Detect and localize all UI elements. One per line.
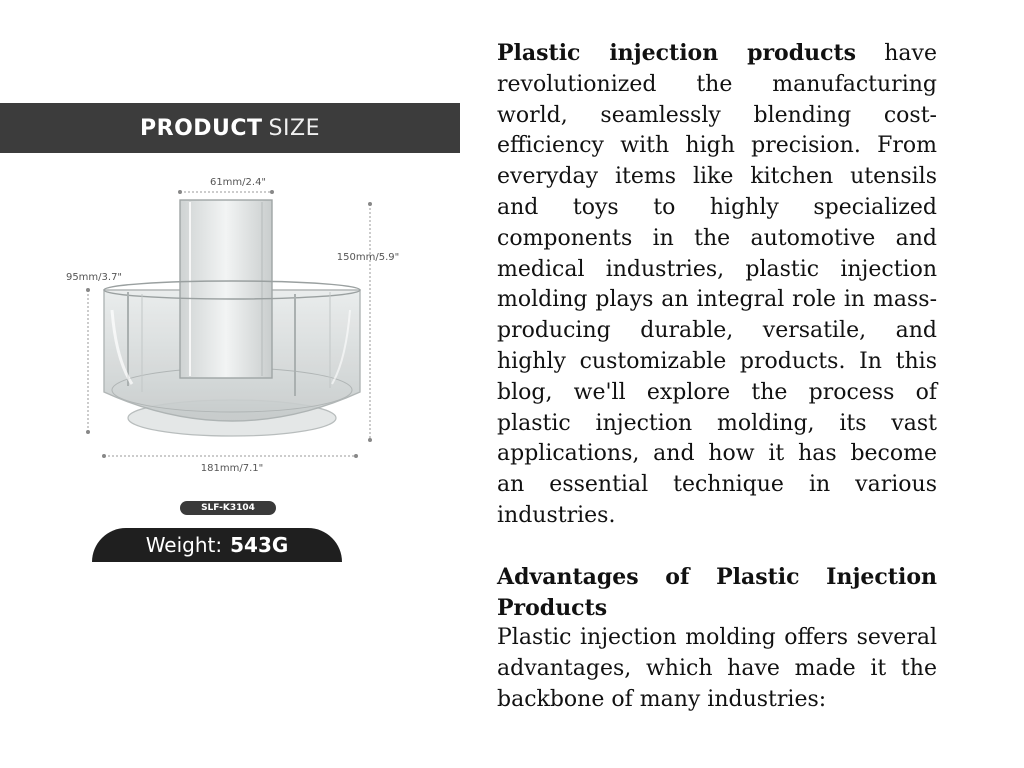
top-width-dimension (178, 177, 274, 194)
product-dimension-diagram (0, 160, 460, 500)
top-width-label: 61mm/2.4" (209, 177, 267, 188)
section-body: Plastic injection molding offers several advantages, which have made it the backbone of many industries: (497, 625, 937, 712)
product-size-banner (0, 103, 460, 153)
weight-value: 543G (230, 533, 289, 557)
weight-bar (92, 528, 342, 562)
model-number-badge: SLF-K3104 (180, 501, 276, 515)
banner-bold-text: PRODUCT (140, 115, 263, 141)
diameter-dimension (102, 454, 358, 474)
section-heading: Advantages of Plastic Injection Products (497, 563, 937, 621)
weight-label: Weight: (145, 533, 223, 557)
organizer-illustration (104, 200, 360, 436)
bowl-height-label: 95mm/3.7" (65, 272, 123, 283)
article-body (497, 38, 937, 716)
diameter-label: 181mm/7.1" (200, 463, 264, 474)
intro-text: have revolutionized the manufacturing world, seamlessly blending cost-efficiency with high precision. From everyday items like kitchen utensils and toys to highly specialized components in the automotive and medical industries, plastic injection molding plays an integral role in mass-producing durable, versatile, and highly customizable products. In this blog, we'll explore the process of plastic injection molding, its vast applications, and how it has become an essential technique in various industries. (497, 41, 937, 528)
product-image (0, 100, 460, 570)
intro-bold-lead: Plastic injection products (497, 40, 857, 66)
intro-paragraph (497, 38, 937, 532)
height-label: 150mm/5.9" (336, 252, 400, 263)
banner-light-text: SIZE (268, 115, 320, 141)
